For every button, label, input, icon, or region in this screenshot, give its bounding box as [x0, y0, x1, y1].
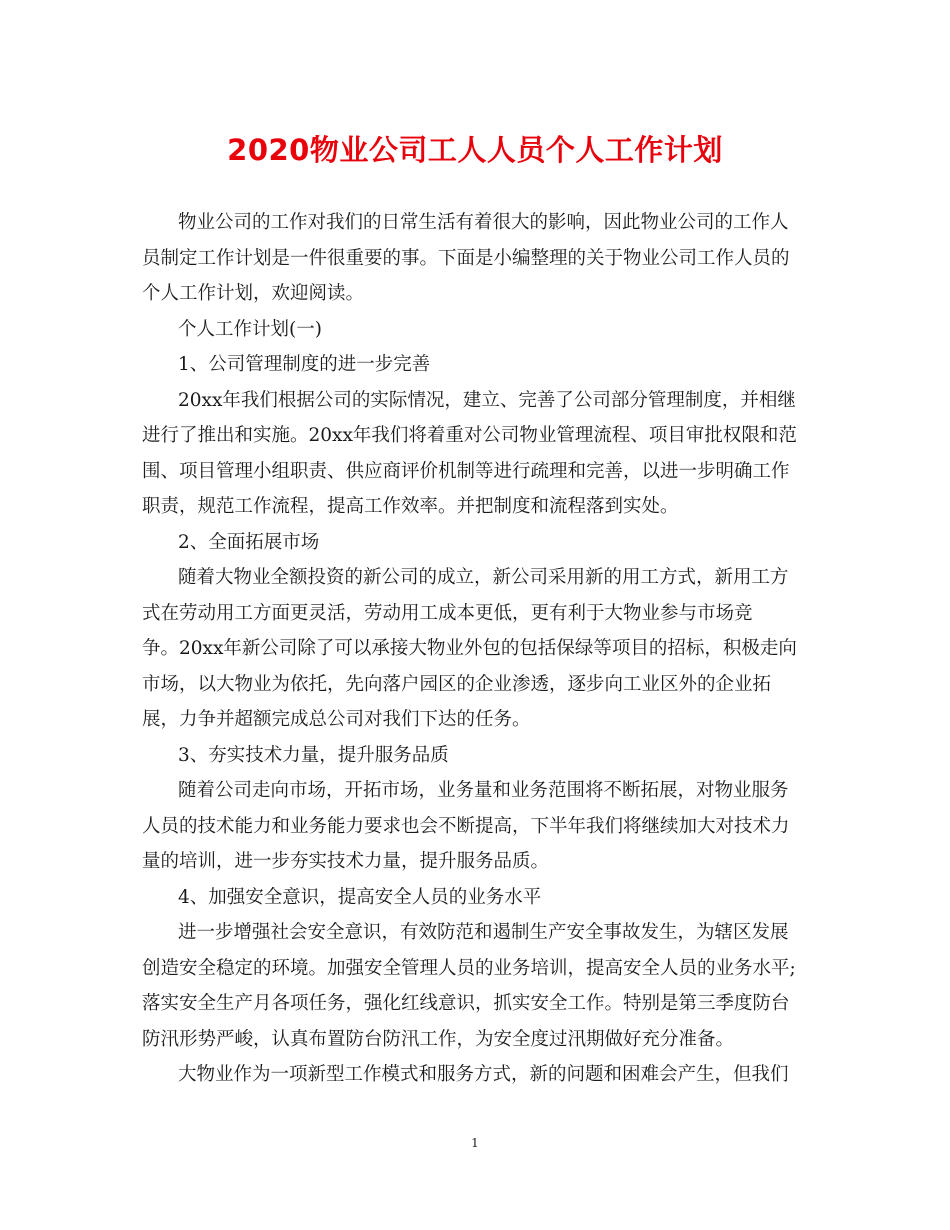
paragraph-line: 员制定工作计划是一件很重要的事。下面是小编整理的关于物业公司工作人员的: [142, 247, 790, 269]
paragraph-line: 职责，规范工作流程，提高工作效率。并把制度和流程落到实处。: [142, 496, 679, 517]
paragraph-line: 随着公司走向市场，开拓市场，业务量和业务范围将不断拓展，对物业服务: [178, 780, 789, 801]
paragraph-line: 进行了推出和实施。20xx年我们将着重对公司物业管理流程、项目审批权限和范: [142, 425, 797, 446]
section-heading: 4、加强安全意识，提高安全人员的业务水平: [178, 886, 542, 908]
section-heading: 3、夯实技术力量，提升服务品质: [178, 744, 449, 766]
paragraph-line: 进一步增强社会安全意识，有效防范和遏制生产安全事故发生，为辖区发展: [178, 922, 789, 943]
paragraph-line: 市场，以大物业为依托，先向落户园区的企业渗透，逐步向工业区外的企业拓: [142, 673, 772, 695]
document-body: [142, 205, 807, 1093]
page-number: 1: [471, 1136, 479, 1150]
paragraph-line: 围、项目管理小组职责、供应商评价机制等进行疏理和完善，以进一步明确工作: [142, 460, 790, 482]
paragraph-line: 量的培训，进一步夯实技术力量，提升服务品质。: [142, 851, 550, 872]
paragraph-line: 防汛形势严峻，认真布置防台防汛工作，为安全度过汛期做好充分准备。: [142, 1028, 735, 1050]
section-heading: 2、全面拓展市场: [178, 531, 320, 553]
paragraph-line: 争。20xx年新公司除了可以承接大物业外包的包括保绿等项目的招标，积极走向: [142, 638, 797, 659]
paragraph-line: 大物业作为一项新型工作模式和服务方式，新的问题和困难会产生，但我们: [178, 1064, 789, 1085]
document-title: 2020物业公司工人人员个人工作计划: [227, 133, 723, 167]
paragraph-line: 创造安全稳定的环境。加强安全管理人员的业务培训，提高安全人员的业务水平;: [142, 957, 796, 979]
section-heading: 个人工作计划(一): [178, 318, 322, 340]
section-heading: 1、公司管理制度的进一步完善: [178, 354, 431, 375]
paragraph-line: 人员的技术能力和业务能力要求也会不断提高，下半年我们将继续加大对技术力: [142, 815, 790, 837]
paragraph-line: 20xx年我们根据公司的实际情况，建立、完善了公司部分管理制度，并相继: [178, 389, 796, 411]
paragraph-line: 落实安全生产月各项任务，强化红线意识，抓实安全工作。特别是第三季度防台: [142, 993, 790, 1014]
paragraph-line: 个人工作计划，欢迎阅读。: [142, 283, 365, 304]
paragraph-line: 展，力争并超额完成总公司对我们下达的任务。: [142, 709, 531, 730]
paragraph-line: 式在劳动用工方面更灵活，劳动用工成本更低，更有利于大物业参与市场竞: [142, 602, 753, 624]
paragraph-line: 随着大物业全额投资的新公司的成立，新公司采用新的用工方式，新用工方: [178, 567, 789, 588]
paragraph-line: 物业公司的工作对我们的日常生活有着很大的影响，因此物业公司的工作人: [178, 212, 789, 233]
